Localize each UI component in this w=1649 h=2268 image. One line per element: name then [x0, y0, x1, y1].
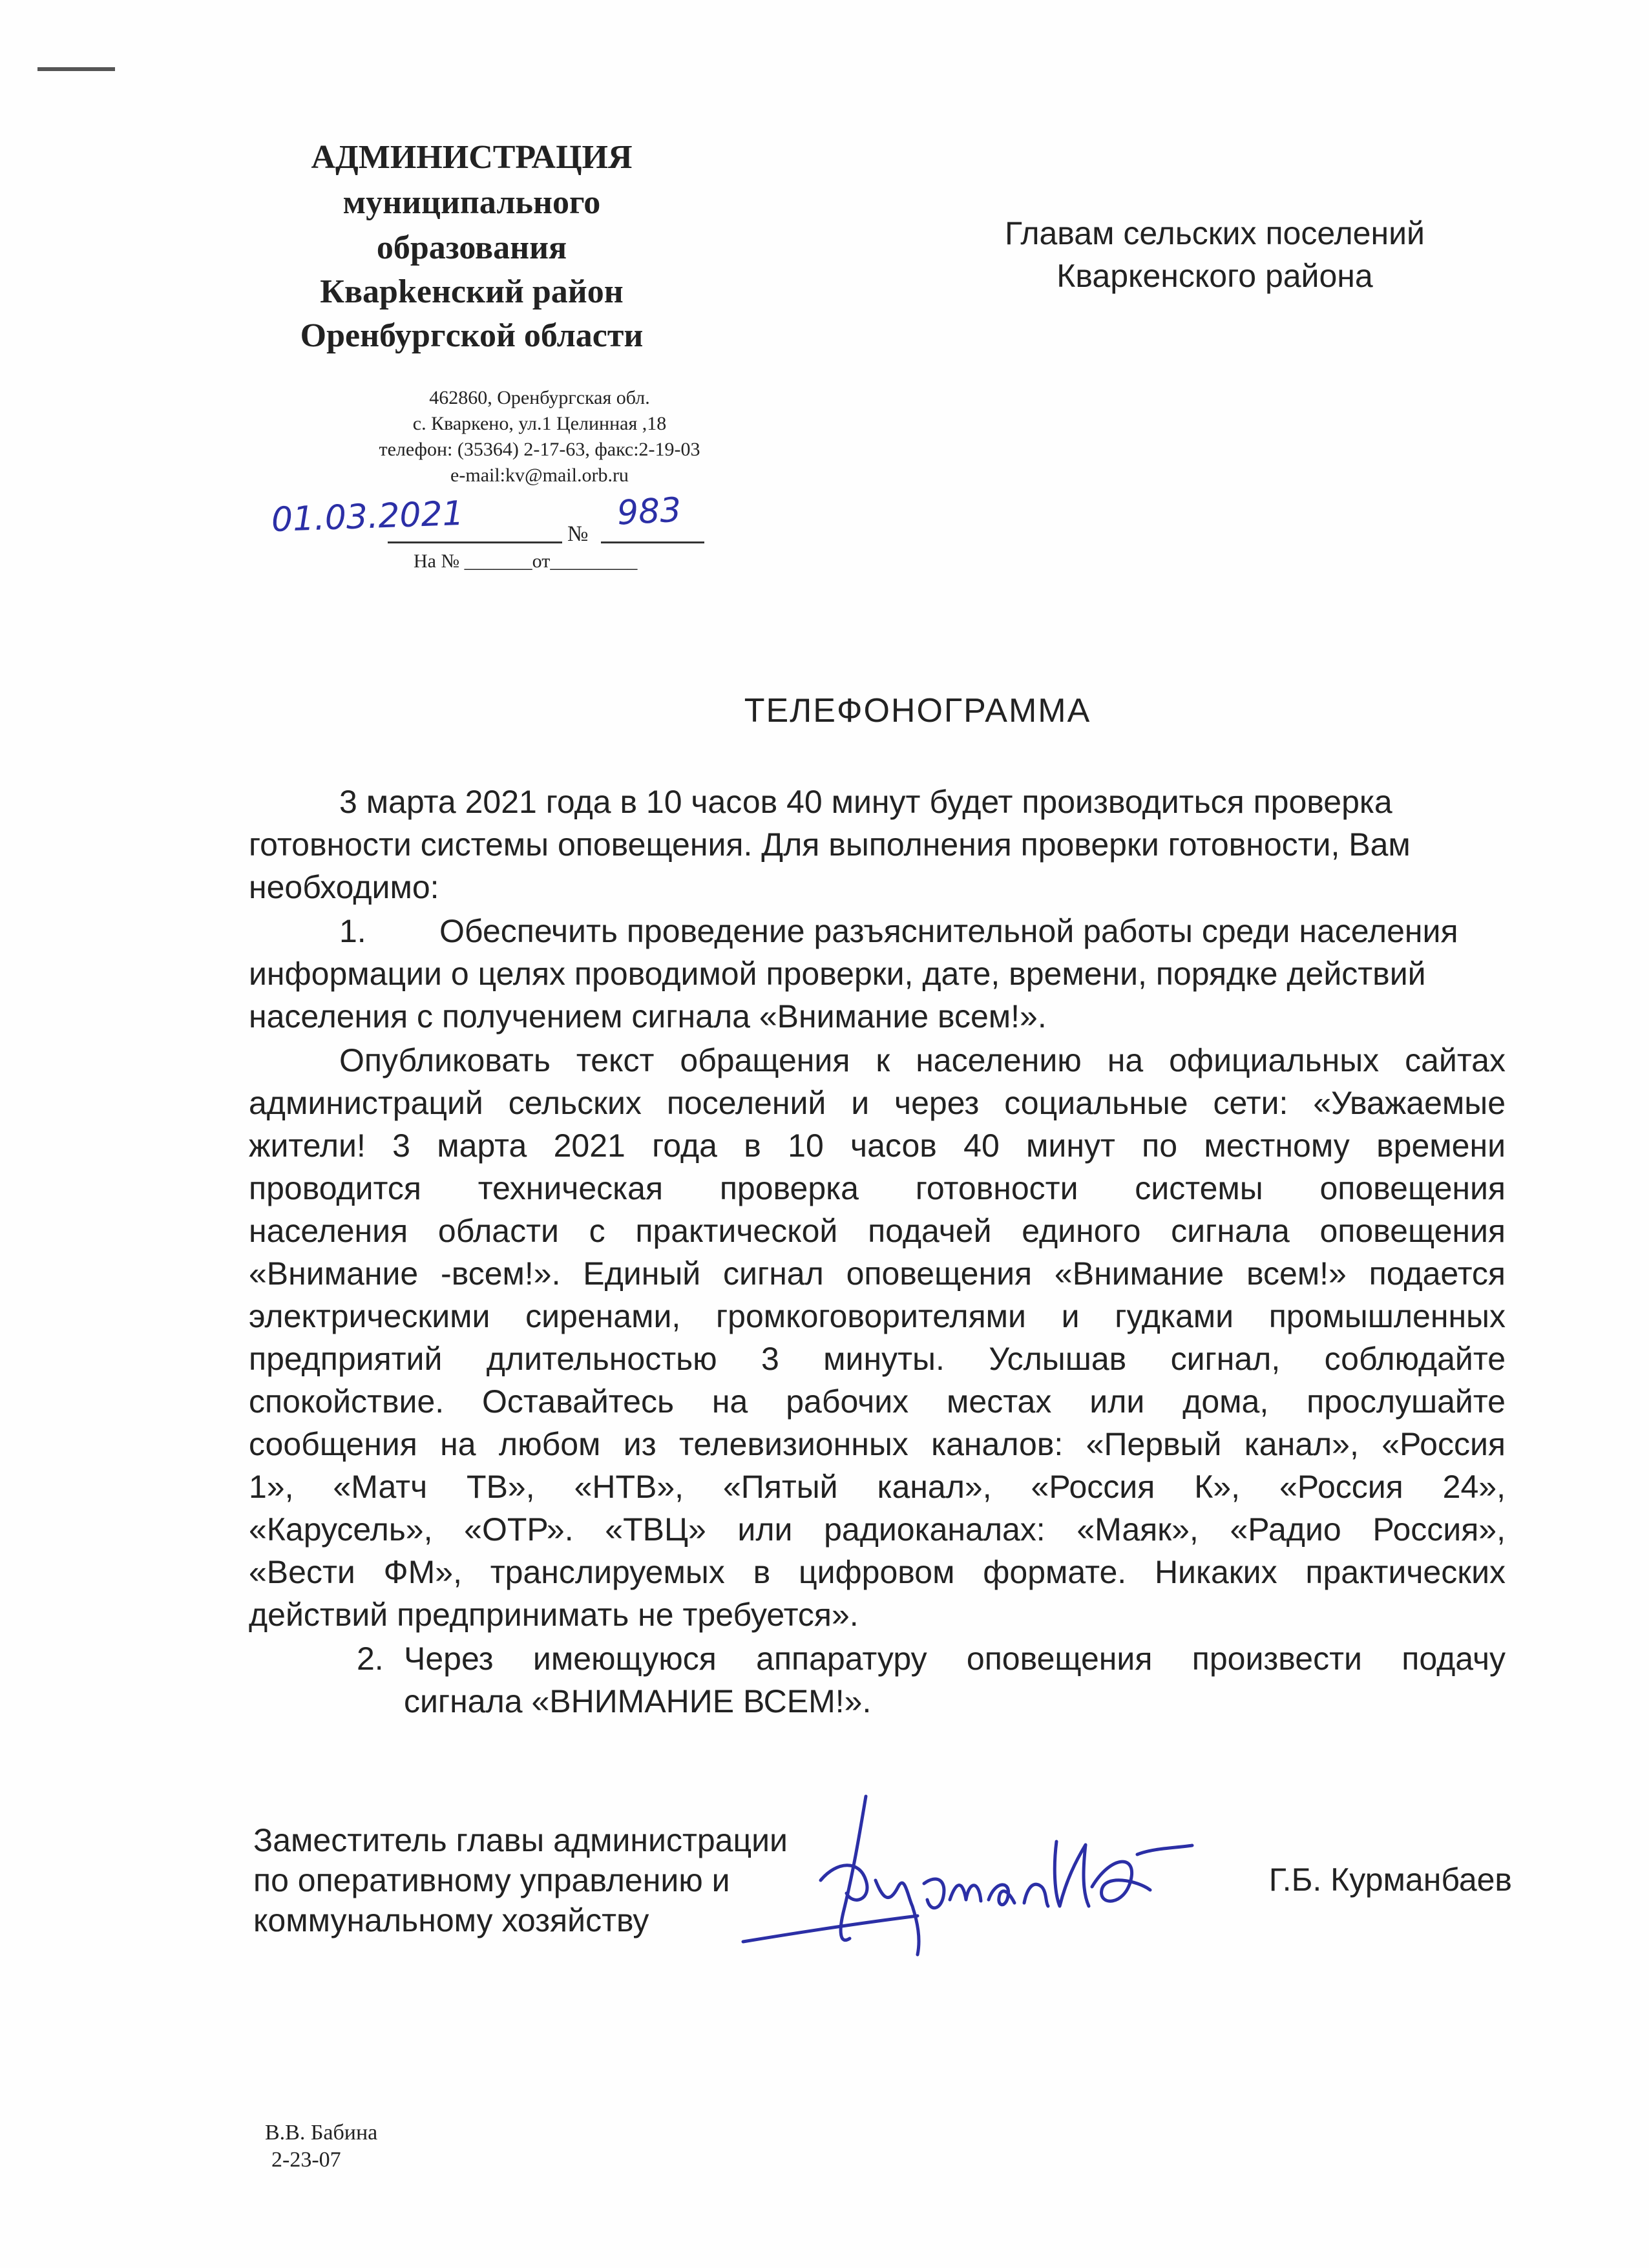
appeal-line-1: Опубликовать текст обращения к населению на официальных сайтах	[339, 1042, 1506, 1078]
intro-line-2: готовности системы оповещения. Для выполнения проверки готовности, Вам	[249, 826, 1411, 863]
address-line-3: телефон: (35364) 2-17-63, факс:2-19-03	[379, 439, 700, 460]
appeal-line-8: предприятий длительностью 3 минуты. Услышав сигнал, соблюдайте	[249, 1341, 1506, 1377]
appeal-line-4: проводится техническая проверка готовности системы оповещения	[249, 1170, 1506, 1206]
appeal-line-2: администраций сельских поселений и через социальные сети: «Уважаемые	[249, 1085, 1506, 1121]
signatory-name: Г.Б. Курманбаев	[1268, 1862, 1512, 1898]
org-line-5: Оренбургской области	[300, 317, 644, 354]
item-1-line-3: населения с получением сигнала «Внимание всем!».	[249, 998, 1047, 1034]
org-line-3: образования	[376, 229, 567, 266]
number-sign: №	[567, 522, 589, 546]
reply-reference: На № _______от_________	[414, 551, 638, 572]
org-line-4: Кварkенский район	[320, 273, 624, 310]
date-underline	[388, 541, 562, 543]
org-line-1: АДМИНИСТРАЦИЯ	[311, 139, 633, 176]
appeal-line-12: «Карусель», «ОТР». «ТВЦ» или радиоканалах: «Маяк», «Радио Россия»,	[249, 1511, 1506, 1548]
appeal-line-10: сообщения на любом из телевизионных каналов: «Первый канал», «Россия	[249, 1426, 1506, 1462]
signatory-position-line-3: коммунальному хозяйству	[253, 1902, 649, 1938]
addressee-line-2: Кваркенского района	[1056, 258, 1373, 294]
item-1-line-1: Обеспечить проведение разъяснительной работы среди населения	[439, 913, 1458, 949]
item-2-line-1: Через имеющуюся аппаратуру оповещения произвести подачу	[404, 1641, 1506, 1677]
appeal-line-14: действий предпринимать не требуется».	[249, 1597, 859, 1633]
signatory-position-line-1: Заместитель главы администрации	[253, 1822, 788, 1858]
appeal-line-3: жители! 3 марта 2021 года в 10 часов 40 минут по местному времени	[249, 1128, 1506, 1164]
appeal-line-6: «Внимание -всем!». Единый сигнал оповещения «Внимание всем!» подается	[249, 1255, 1506, 1292]
handwritten-signature	[724, 1783, 1202, 1964]
appeal-line-11: 1», «Матч ТВ», «НТВ», «Пятый канал», «Россия К», «Россия 24»,	[249, 1469, 1506, 1505]
signatory-position-line-2: по оперативному управлению и	[253, 1862, 730, 1898]
addressee-line-1: Главам сельских поселений	[1005, 215, 1425, 251]
item-2-number: 2.	[357, 1641, 384, 1677]
executor-name: В.В. Бабина	[265, 2121, 378, 2145]
number-underline	[601, 541, 704, 543]
appeal-line-5: населения области с практической подачей единого сигнала оповещения	[249, 1213, 1506, 1249]
document-title: ТЕЛЕФОНОГРАММА	[744, 692, 1091, 730]
item-1-number: 1.	[339, 913, 366, 949]
appeal-line-9: спокойствие. Оставайтесь на рабочих местах или дома, прослушайте	[249, 1383, 1506, 1420]
registration-date: 01.03.2021	[271, 494, 465, 540]
item-1-line-2: информации о целях проводимой проверки, дате, времени, порядке действий	[249, 956, 1426, 992]
registration-number: 983	[616, 490, 682, 533]
address-line-1: 462860, Оренбургская обл.	[429, 387, 650, 408]
appeal-line-13: «Вести ФМ», транслируемых в цифровом формате. Никаких практических	[249, 1554, 1506, 1590]
address-line-2: с. Кваркено, ул.1 Целинная ,18	[412, 413, 667, 434]
intro-line-1: 3 марта 2021 года в 10 часов 40 минут будет производиться проверка	[339, 784, 1392, 820]
appeal-line-7: электрическими сиренами, громкоговорителями и гудками промышленных	[249, 1298, 1506, 1334]
item-2-line-2: сигнала «ВНИМАНИЕ ВСЕМ!».	[404, 1683, 872, 1719]
org-line-2: муниципального	[342, 184, 601, 221]
intro-line-3: необходимо:	[249, 869, 439, 905]
address-line-4: e-mail:kv@mail.orb.ru	[450, 465, 629, 486]
scan-corner-mark	[37, 67, 115, 71]
executor-phone: 2-23-07	[271, 2148, 341, 2172]
